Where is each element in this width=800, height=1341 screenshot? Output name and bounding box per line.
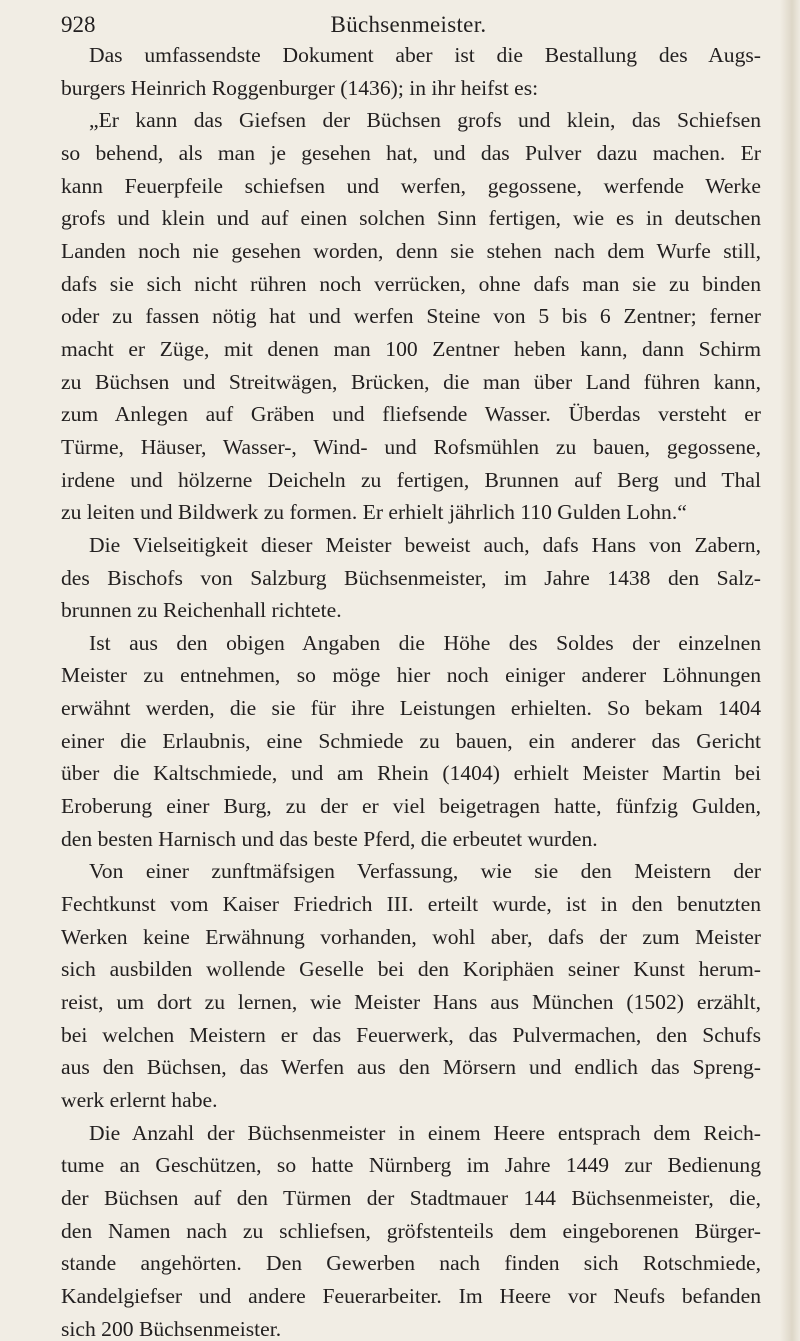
running-title: Büchsenmeister. <box>330 12 487 37</box>
text-line: Türme, Häuser, Wasser-, Wind- und Rofsmühlen zu bauen, gegossene, <box>61 434 761 459</box>
text-line: Fechtkunst vom Kaiser Friedrich III. erteilt wurde, ist in den benutzten <box>61 892 761 917</box>
text-line: Das umfassendste Dokument aber ist die Bestallung des Augs- <box>89 43 761 67</box>
text-line: Eroberung einer Burg, zu der er viel beigetragen hatte, fünfzig Gulden, <box>61 794 761 819</box>
text-line: werk erlernt habe. <box>61 1088 218 1112</box>
text-line: Ist aus den obigen Angaben die Höhe des Soldes der einzelnen <box>89 630 761 655</box>
text-line: Von einer zunftmäfsigen Verfassung, wie sie den Meistern der <box>89 859 761 884</box>
text-line: der Büchsen auf den Türmen der Stadtmauer 144 Büchsenmeister, die, <box>61 1185 761 1210</box>
text-line: sich ausbilden wollende Geselle bei den Koriphäen seiner Kunst herum- <box>61 957 761 982</box>
page-edge <box>780 0 800 1341</box>
text-line: des Bischofs von Salzburg Büchsenmeister, im Jahre 1438 den Salz- <box>61 565 761 590</box>
text-line: aus den Büchsen, das Werfen aus den Mörsern und endlich das Spreng- <box>61 1055 761 1080</box>
text-line: erwähnt werden, die sie für ihre Leistungen erhielten. So bekam 1404 <box>61 696 761 721</box>
text-line: brunnen zu Reichenhall richtete. <box>61 598 342 623</box>
paragraph <box>61 39 761 104</box>
paragraph <box>61 627 761 856</box>
text-line: so behend, als man je gesehen hat, und das Pulver dazu machen. Er <box>61 140 761 165</box>
text-line: Landen noch nie gesehen worden, denn sie stehen nach dem Wurfe still, <box>61 238 761 263</box>
page-number: 928 <box>61 12 96 37</box>
text-line: Werken keine Erwähnung vorhanden, wohl aber, dafs der zum Meister <box>61 924 761 949</box>
paragraph <box>61 104 761 529</box>
text-line: zu Büchsen und Streitwägen, Brücken, die man über Land führen kann, <box>61 369 761 394</box>
text-line: einer die Erlaubnis, eine Schmiede zu bauen, ein anderer das Gericht <box>61 728 761 753</box>
paragraph <box>61 529 761 627</box>
text-line: reist, um dort zu lernen, wie Meister Hans aus München (1502) erzählt, <box>61 990 761 1015</box>
text-line: Meister zu entnehmen, so möge hier noch einiger anderer Löhnungen <box>61 663 761 688</box>
text-line: Kandelgiefser und andere Feuerarbeiter. Im Heere vor Neufs befanden <box>61 1283 761 1308</box>
text-line: über die Kaltschmiede, und am Rhein (1404) erhielt Meister Martin bei <box>61 761 761 786</box>
text-line: zu leiten und Bildwerk zu formen. Er erhielt jährlich 110 Gulden Lohn.“ <box>61 500 687 525</box>
text-line: burgers Heinrich Roggenburger (1436); in ihr heifst es: <box>61 75 539 100</box>
text-line: stande angehörten. Den Gewerben nach finden sich Rotschmiede, <box>61 1251 761 1276</box>
body-text <box>61 39 761 1341</box>
text-line: oder zu fassen nötig hat und werfen Steine von 5 bis 6 Zentner; ferner <box>61 304 761 329</box>
text-line: macht er Züge, mit denen man 100 Zentner heben kann, dann Schirm <box>61 336 761 361</box>
text-line: den Namen nach zu schliefsen, gröfstenteils dem eingeborenen Bürger- <box>61 1218 761 1243</box>
paragraph <box>61 1117 761 1341</box>
paragraph <box>61 855 761 1116</box>
page-header <box>61 8 756 42</box>
text-line: Die Vielseitigkeit dieser Meister beweist auch, dafs Hans von Zabern, <box>89 532 761 557</box>
text-line: sich 200 Büchsenmeister. <box>61 1316 282 1341</box>
text-line: irdene und hölzerne Deicheln zu fertigen, Brunnen auf Berg und Thal <box>61 467 761 492</box>
text-line: Die Anzahl der Büchsenmeister in einem Heere entsprach dem Reich- <box>89 1120 761 1145</box>
text-line: grofs und klein und auf einen solchen Sinn fertigen, wie es in deutschen <box>61 206 761 231</box>
text-line: den besten Harnisch und das beste Pferd, die erbeutet wurden. <box>61 826 598 851</box>
text-line: bei welchen Meistern er das Feuerwerk, das Pulvermachen, den Schufs <box>61 1022 761 1047</box>
text-line: „Er kann das Giefsen der Büchsen grofs und klein, das Schiefsen <box>89 108 761 133</box>
text-line: dafs sie sich nicht rühren noch verrücken, ohne dafs man sie zu binden <box>61 271 761 296</box>
text-line: kann Feuerpfeile schiefsen und werfen, gegossene, werfende Werke <box>61 173 761 198</box>
text-line: tume an Geschützen, so hatte Nürnberg im Jahre 1449 zur Bedienung <box>61 1153 761 1178</box>
text-line: zum Anlegen auf Gräben und fliefsende Wasser. Überdas versteht er <box>61 402 761 427</box>
